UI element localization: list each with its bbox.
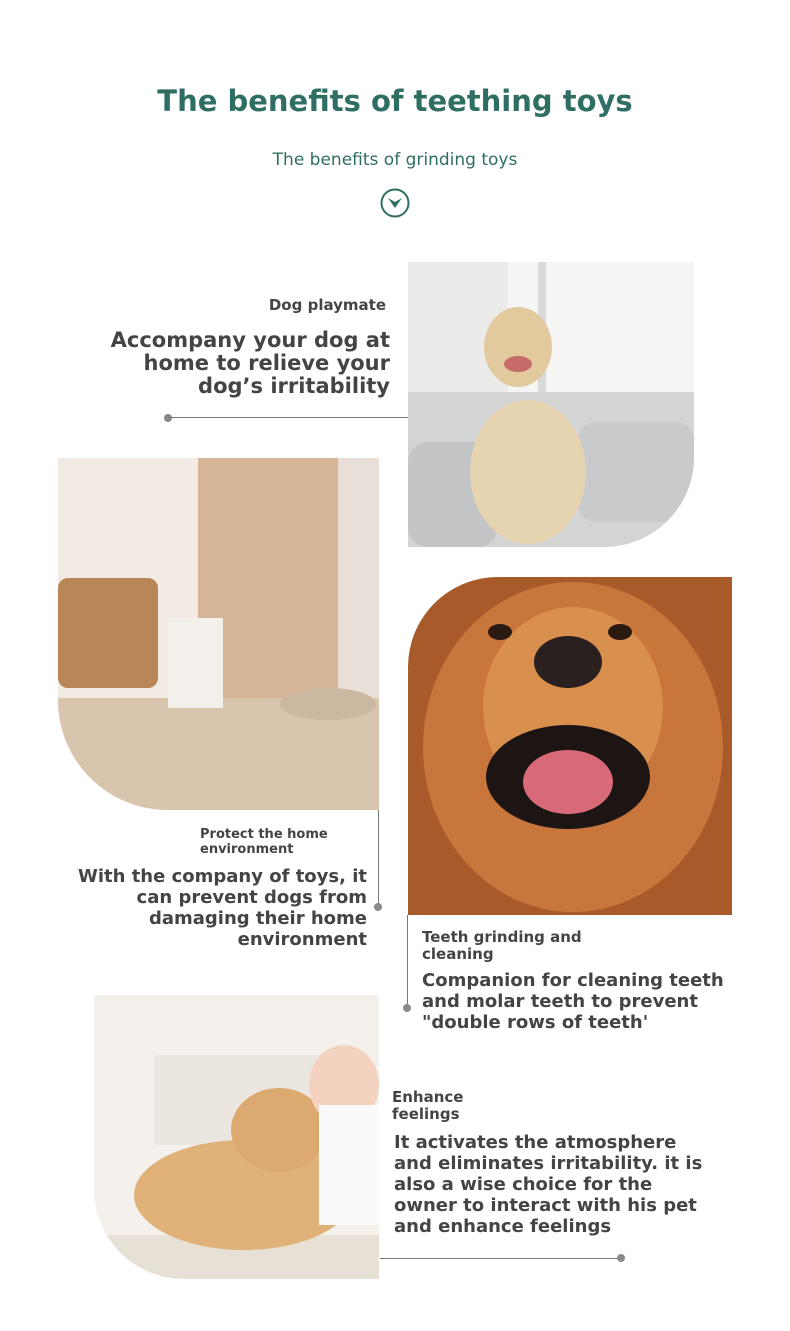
section-label-teeth-cleaning: Teeth grinding and cleaning xyxy=(422,928,582,963)
living-room-image xyxy=(58,458,379,810)
section-body-dog-playmate: Accompany your dog at home to relieve your dog’s irritability xyxy=(110,328,390,398)
page-title: The benefits of teething toys xyxy=(157,84,633,118)
dog-mouth-closeup-image xyxy=(408,577,732,915)
connector-dot xyxy=(617,1254,625,1262)
connector-line xyxy=(407,915,408,1007)
dog-on-sofa-image xyxy=(408,262,694,547)
girl-with-dog-image xyxy=(94,995,379,1279)
page-subtitle: The benefits of grinding toys xyxy=(272,150,518,170)
connector-dot xyxy=(403,1004,411,1012)
connector-line xyxy=(168,417,408,418)
chevron-down-circle-icon xyxy=(380,188,410,218)
section-body-protect-home: With the company of toys, it can prevent dogs from damaging their home environment xyxy=(77,866,367,950)
connector-line xyxy=(380,1258,622,1259)
connector-dot xyxy=(164,414,172,422)
section-body-teeth-cleaning: Companion for cleaning teeth and molar teeth to prevent "double rows of teeth' xyxy=(422,970,724,1033)
section-label-dog-playmate: Dog playmate xyxy=(268,296,386,314)
connector-line xyxy=(378,810,379,908)
connector-dot xyxy=(374,903,382,911)
section-body-enhance-feelings: It activates the atmosphere and eliminates irritability. it is also a wise choice for the owner to interact with his pet and enhance feelings xyxy=(394,1132,703,1237)
section-label-enhance-feelings: Enhance feelings xyxy=(392,1088,464,1123)
section-label-protect-home: Protect the home environment xyxy=(200,827,328,857)
